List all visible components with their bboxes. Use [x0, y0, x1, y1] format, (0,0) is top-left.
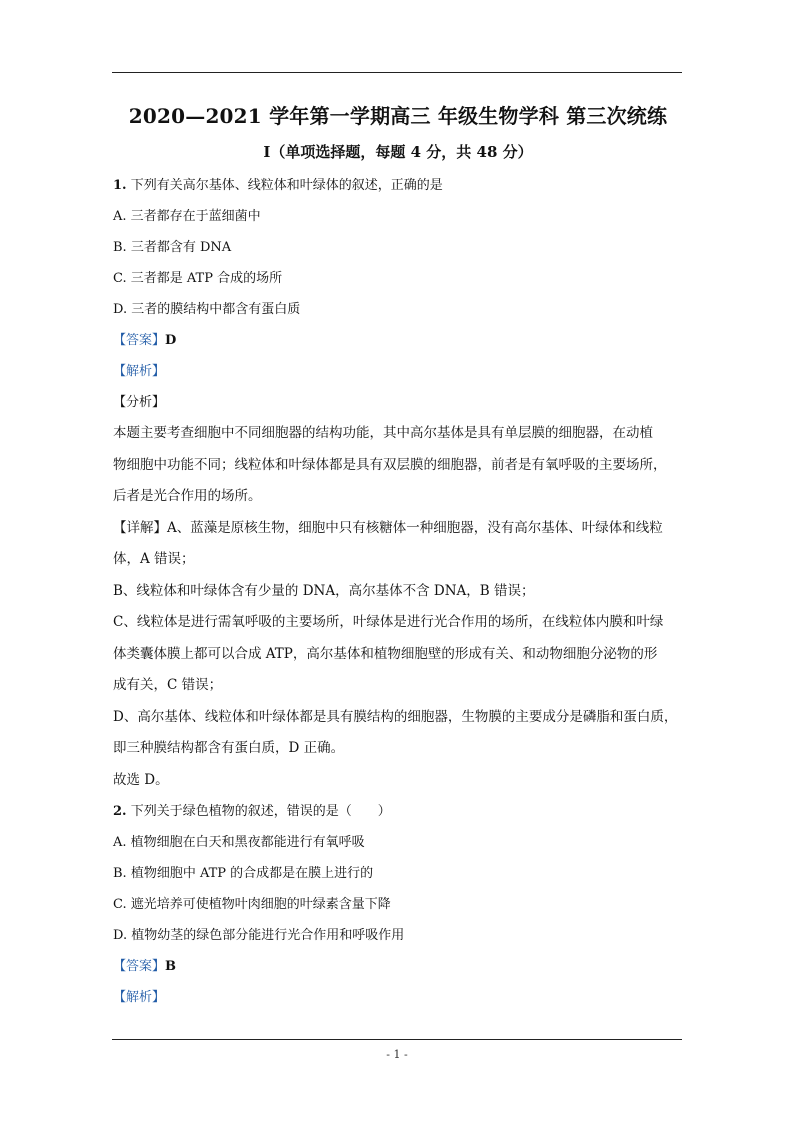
question-number: 2. [113, 804, 127, 819]
fenxi-line [113, 387, 683, 418]
detail-paragraph-line: C、线粒体是进行需氧呼吸的主要场所，叶绿体是进行光合作用的场所，在线粒体内膜和叶绿 [113, 614, 664, 630]
option-c: C. 遮光培养可使植物叶肉细胞的叶绿素含量下降 [113, 897, 391, 912]
question-1-stem [113, 170, 683, 201]
detail-paragraph-line: B、线粒体和叶绿体含有少量的 DNA，高尔基体不含 DNA，B 错误； [113, 582, 535, 599]
option-c: C. 三者都是 ATP 合成的场所 [113, 271, 283, 286]
analysis-tag: 【解析】 [113, 990, 166, 1005]
question-number: 1. [113, 178, 127, 193]
section-heading: Ⅰ（单项选择题，每题 4 分，共 48 分） [263, 143, 533, 161]
question-text: 下列有关高尔基体、线粒体和叶绿体的叙述，正确的是 [130, 178, 443, 193]
detail-paragraph-line: 成有关，C 错误； [113, 677, 223, 693]
detail-paragraph-line: 体，A 错误； [113, 551, 195, 567]
option-b: B. 植物细胞中 ATP 的合成都是在膜上进行的 [113, 866, 374, 881]
answer-tag: 【答案】 [113, 959, 166, 974]
question-text: 下列关于绿色植物的叙述，错误的是（ ） [130, 804, 391, 819]
analysis-line [113, 982, 683, 1013]
fenxi-tag: 【分析】 [113, 395, 166, 410]
analysis-tag: 【解析】 [113, 364, 166, 379]
fenxi-paragraph-line: 后者是光合作用的场所。 [113, 488, 262, 504]
header-rule [112, 72, 682, 73]
detail-paragraph-line: D、高尔基体、线粒体和叶绿体都是具有膜结构的细胞器，生物膜的主要成分是磷脂和蛋白质， [113, 708, 678, 725]
option-a: A. 植物细胞在白天和黑夜都能进行有氧呼吸 [113, 835, 365, 850]
fenxi-paragraph-line: 本题主要考查细胞中不同细胞器的结构功能，其中高尔基体是具有单层膜的细胞器，在动植 [113, 425, 653, 441]
footer-rule [112, 1039, 682, 1040]
document-title: 2020—2021 学年第一学期高三 年级生物学科 第三次统练 [128, 104, 668, 128]
answer-value: B [165, 959, 177, 974]
page-number: - 1 - [386, 1048, 408, 1061]
detail-text: A、蓝藻是原核生物，细胞中只有核糖体一种细胞器，没有高尔基体、叶绿体和线粒 [167, 519, 663, 536]
answer-value: D [165, 333, 177, 348]
document-body [113, 100, 683, 1013]
option-a: A. 三者都存在于蓝细菌中 [113, 209, 261, 224]
detail-paragraph-line: 即三种膜结构都含有蛋白质，D 正确。 [113, 740, 345, 756]
answer-line [113, 951, 683, 982]
fenxi-paragraph-line: 物细胞中功能不同；线粒体和叶绿体都是具有双层膜的细胞器，前者是有氧呼吸的主要场所， [113, 456, 667, 473]
detail-paragraph-line: 体类囊体膜上都可以合成 ATP，高尔基体和植物细胞壁的形成有关、和动物细胞分泌物的形 [113, 645, 658, 662]
detail-paragraph-line [113, 513, 683, 545]
option-d: D. 植物幼茎的绿色部分能进行光合作用和呼吸作用 [113, 928, 405, 943]
analysis-line [113, 356, 683, 387]
option-b: B. 三者都含有 DNA [113, 240, 232, 255]
answer-tag: 【答案】 [113, 333, 166, 348]
question-2-stem [113, 796, 683, 827]
option-d: D. 三者的膜结构中都含有蛋白质 [113, 302, 301, 317]
detail-paragraph-line: 故选 D。 [113, 771, 169, 788]
detail-tag: 【详解】 [113, 519, 167, 536]
answer-line [113, 325, 683, 356]
